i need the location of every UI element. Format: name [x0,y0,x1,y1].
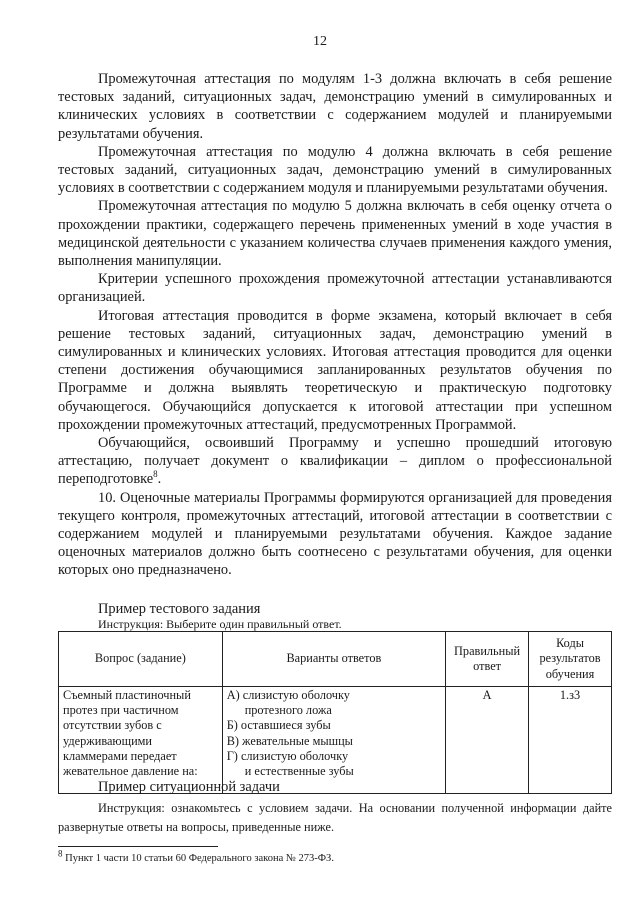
header-options: Варианты ответов [222,632,445,687]
paragraph-assessment-materials: 10. Оценочные материалы Программы формируются организацией для проведения текущего контроля, промежуточных аттестаций, итоговой аттестации в соответствии с содержанием модулей и планируемыми результатами обучения. Каждое задание оценочных материалов должно быть соотнесено с результатами обучения, для оценки которых оно предназначено. [58,489,612,579]
paragraph-criteria: Критерии успешного прохождения промежуточной аттестации устанавливаются организацией. [58,271,612,306]
paragraph-module-5: Промежуточная аттестация по модулю 5 должна включать в себя оценку отчета о прохождении практики, содержащего перечень примененных умений в ходе участия в медицинской деятельности с указанием количества случаев применения каждого умения, выполнения манипуляции. [58,198,612,270]
option-b: Б) оставшиеся зубы [226,718,331,733]
period: . [157,471,162,488]
option-g: Г) слизистую оболочку [226,748,349,763]
options-cell [222,687,445,794]
option-g-cont: и естественные зубы [244,764,354,779]
table-row [59,687,612,794]
paragraph-diploma [58,434,612,489]
option-a: А) слизистую оболочку [226,688,350,702]
header-question: Вопрос (задание) [59,632,223,687]
footnote-text: Пункт 1 части 10 статьи 60 Федерального закона № 273-ФЗ. [62,853,334,864]
footnote [58,848,334,864]
code-cell: 1.з3 [529,687,612,794]
paragraph-modules-1-3: Промежуточная аттестация по модулям 1-3 должна включать в себя решение тестовых заданий, ситуационных задач, демонстрацию умений в симулированных и клинических условиях в соответствии с содержанием модулей и планируемыми результатами обучения. [58,71,612,142]
header-correct-answer: Правильный ответ [446,632,529,687]
paragraph-final-attestation: Итоговая аттестация проводится в форме экзамена, который включает в себя решение тестовых заданий, ситуационных задач, демонстрацию умений в симулированных и клинических условиях. Итоговая аттестация проводится для оценки степени достижения обучающимися запланированных результатов обучения по Программе и должна выявлять теоретическую и практическую подготовку обучающегося. Обучающийся допускается к итоговой аттестации при успешном прохождении промежуточных аттестаций, предусмотренных Программой. [58,307,612,433]
option-v: В) жевательные мышцы [226,733,353,748]
paragraph-module-4: Промежуточная аттестация по модулю 4 должна включать в себя решение тестовых заданий, ситуационных задач, демонстрацию умений в симулированных условиях в соответствии с содержанием модуля и планируемыми результатами обучения. [58,143,612,197]
correct-answer-cell: А [446,687,529,794]
footnote-marker: 8 [58,848,63,859]
test-instruction: Инструкция: Выберите один правильный ответ. [98,617,342,631]
footnote-reference: 8 [153,469,158,480]
footnote-divider [58,846,218,847]
question-cell: Съемный пластиночный протез при частичном отсутствии зубов с удерживающими кламмерами передает жевательное давление на: [59,687,223,794]
test-example-title: Пример тестового задания [98,601,261,617]
page-number: 12 [313,34,327,49]
option-a-cont: протезного ложа [244,703,332,718]
situational-instruction: Инструкция: ознакомьтесь с условием задачи. На основании полученной информации дайте развернутые ответы на вопросы, приведенные ниже. [58,801,612,834]
main-text [58,70,612,580]
diploma-text: Обучающийся, освоивший Программу и успешно прошедший итоговую аттестацию, получает документ о квалификации – диплом о профессиональной переподготовке [58,435,612,488]
table-header-row [59,632,612,687]
header-codes: Коды результатов обучения [529,632,612,687]
situational-example-title: Пример ситуационной задачи [98,779,280,795]
test-table [58,631,612,794]
